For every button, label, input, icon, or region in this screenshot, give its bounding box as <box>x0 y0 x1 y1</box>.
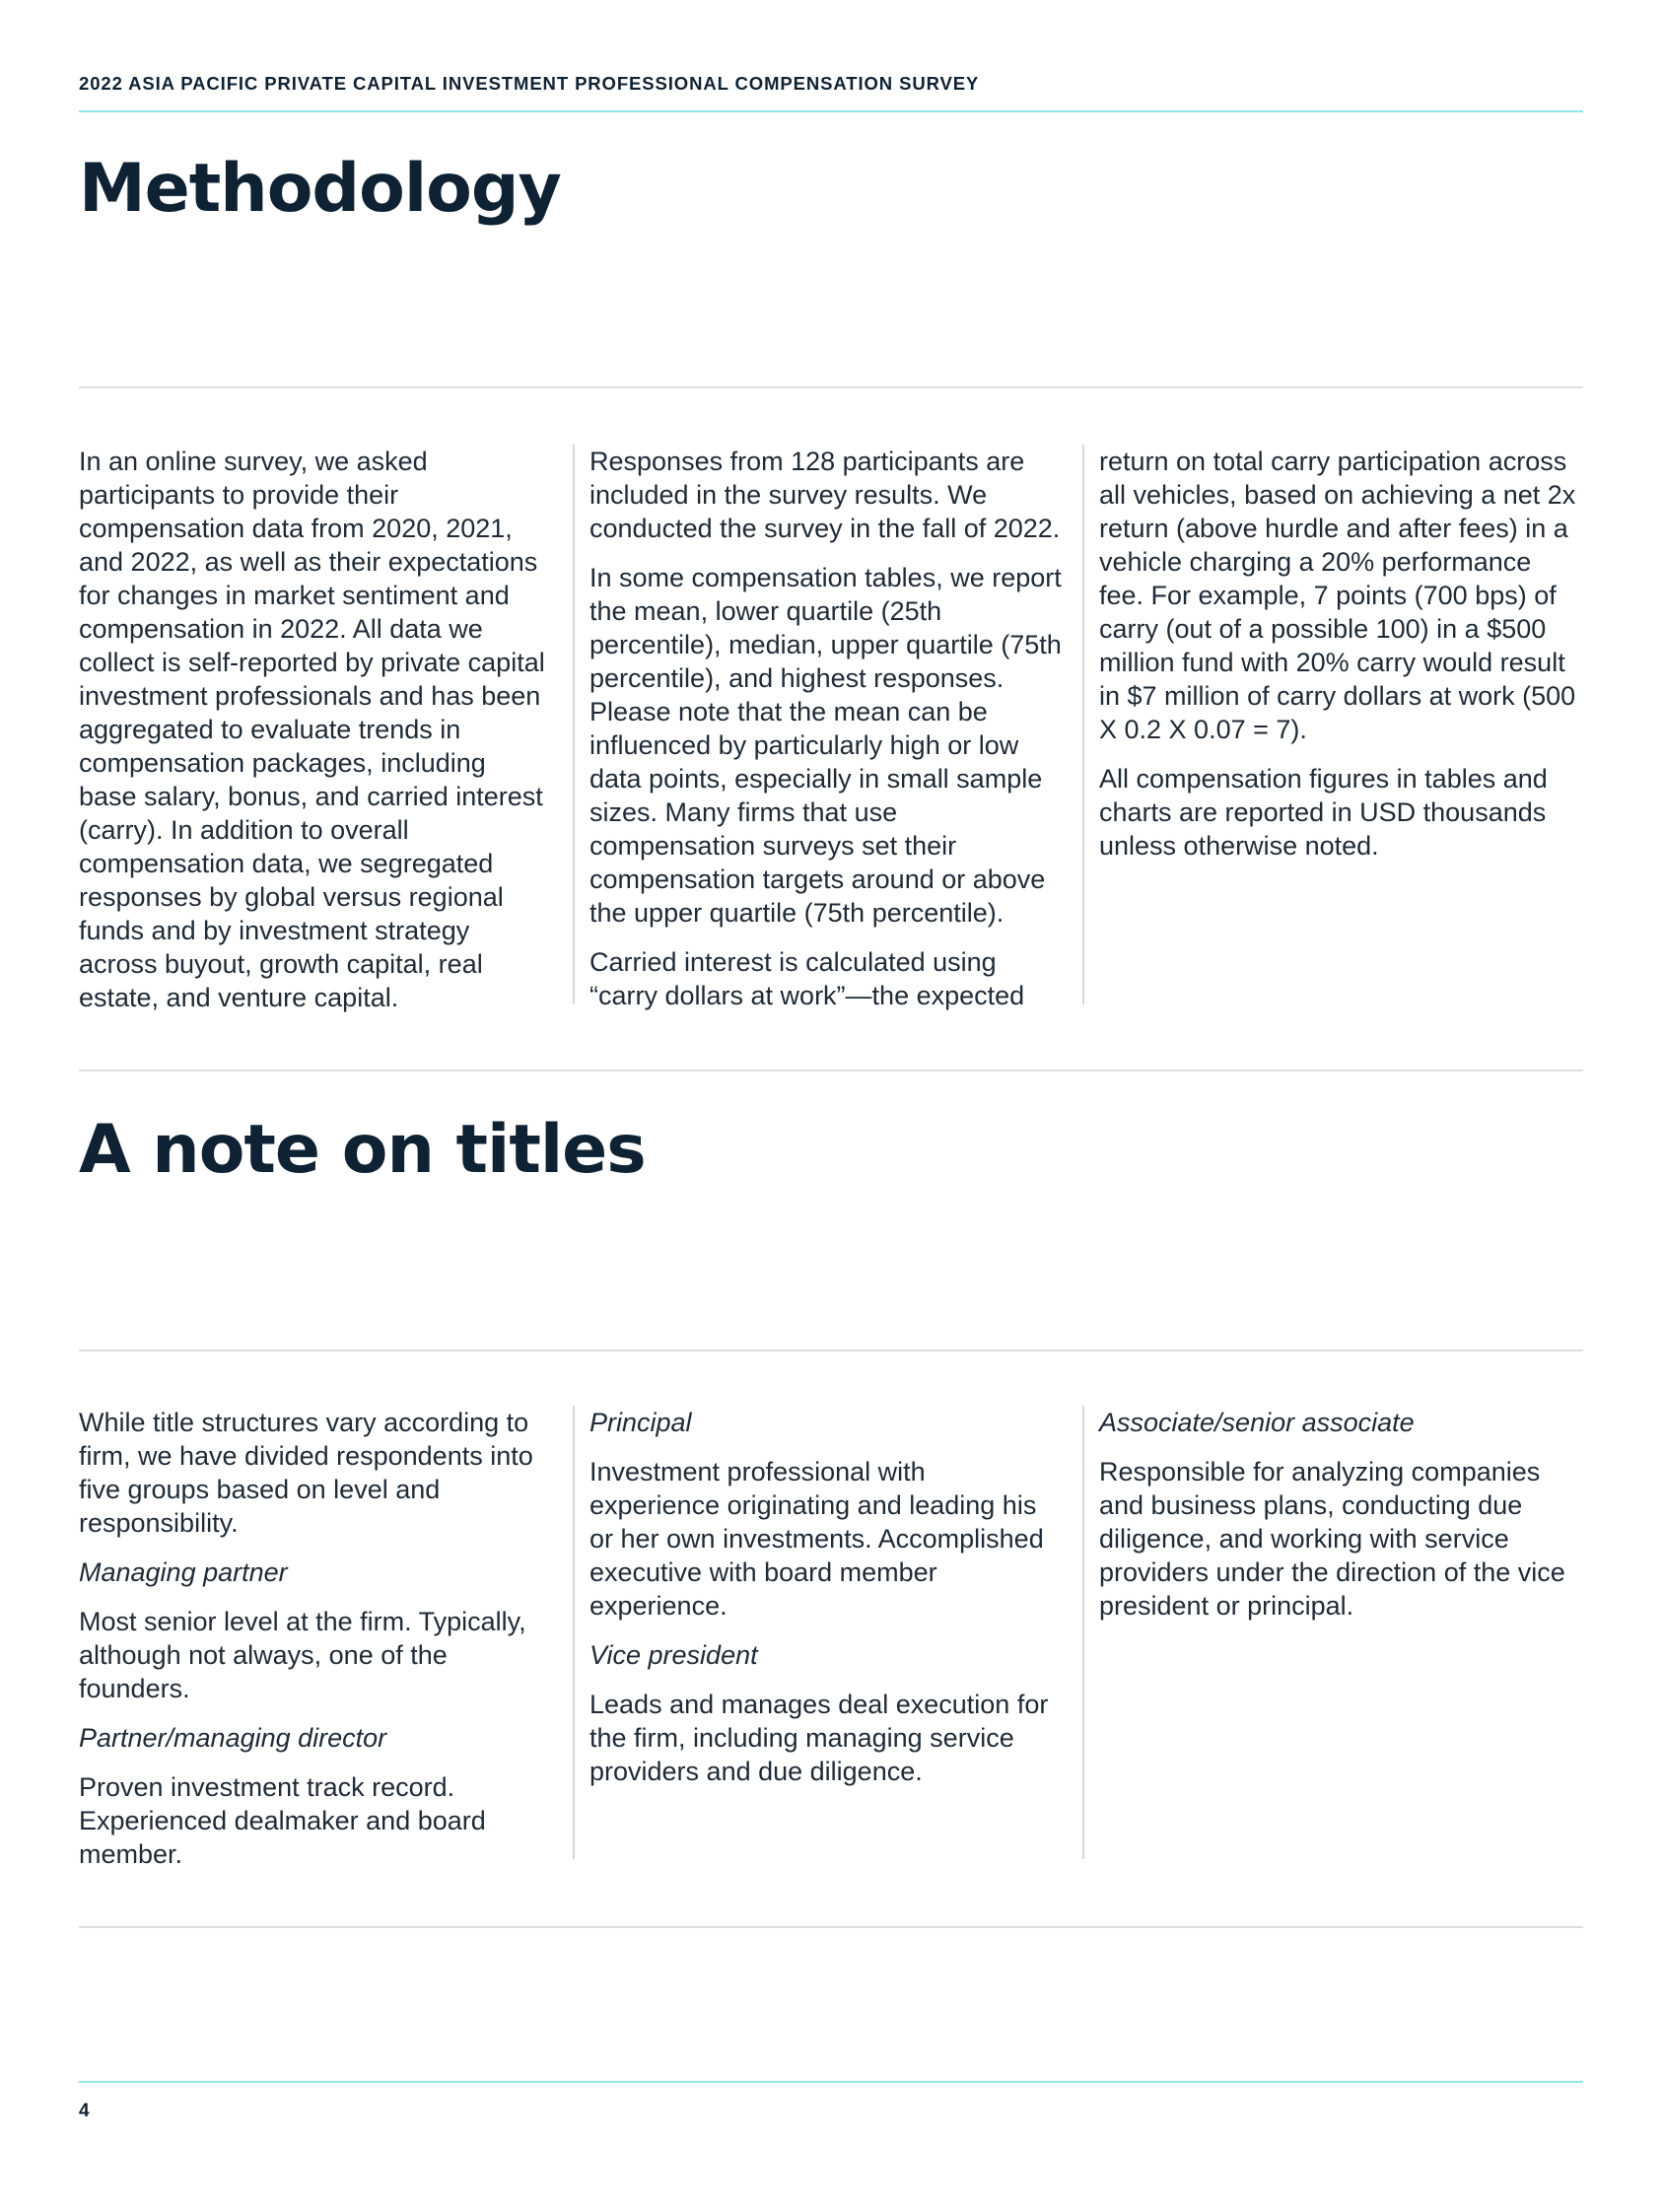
titles-top-divider <box>79 1349 1583 1351</box>
titles-note-title: A note on titles <box>79 1111 646 1189</box>
survey-header: 2022 ASIA PACIFIC PRIVATE CAPITAL INVESTMENT PROFESSIONAL COMPENSATION SURVEY <box>79 73 980 94</box>
principal-heading: Principal <box>589 1408 692 1437</box>
methodology-paragraph: In an online survey, we asked participants to provide their compensation data from 2020, 2021, and 2022, as well as their expectations for changes in market sentiment and compensation in 2022. All data we collect is self-reported by private capital investment professionals and has been aggregated to evaluate trends in compensation packages, including base salary, bonus, and carried interest (carry). In addition to overall compensation data, we segregated responses by global versus regional funds and by investment strategy across buyout, growth capital, real estate, and venture capital. <box>79 447 545 1012</box>
bottom-divider <box>79 1926 1583 1928</box>
methodology-column-3 <box>1082 445 1582 1004</box>
methodology-paragraph: return on total carry participation across all vehicles, based on achieving a net 2x return (above hurdle and after fees) in a vehicle charging a 20% performance fee. For example, 7 points (700 bps) of carry (out of a possible 100) in a $500 million fund with 20% carry would result in $7 million of carry dollars at work (500 X 0.2 X 0.07 = 7). <box>1099 447 1576 744</box>
partner-md-description: Proven investment track record. Experienced dealmaker and board member. <box>79 1772 486 1869</box>
associate-description: Responsible for analyzing companies and business plans, conducting due diligence, and working with service providers under the direction of the vice president or principal. <box>1099 1457 1565 1621</box>
vice-president-heading: Vice president <box>589 1640 758 1670</box>
associate-heading: Associate/senior associate <box>1099 1408 1415 1437</box>
page-number: 4 <box>79 2101 90 2121</box>
titles-column-3 <box>1082 1406 1582 1859</box>
methodology-paragraph: In some compensation tables, we report the mean, lower quartile (25th percentile), median, upper quartile (75th percentile), and highest responses. Please note that the mean can be influenced by particularly high or low data points, especially in small sample sizes. Many firms that use compensation surveys set their compensation targets around or above the upper quartile (75th percentile). <box>589 563 1062 928</box>
titles-column-2 <box>573 1406 1063 1859</box>
partner-md-heading: Partner/managing director <box>79 1723 387 1753</box>
methodology-paragraph: All compensation figures in tables and charts are reported in USD thousands unless otherwise noted. <box>1099 764 1548 861</box>
header-rule <box>79 110 1583 112</box>
methodology-title: Methodology <box>79 150 561 228</box>
principal-description: Investment professional with experience originating and leading his or her own investments. Accomplished executive with board member experience. <box>589 1457 1044 1621</box>
methodology-column-1 <box>79 445 550 1030</box>
methodology-paragraph: Responses from 128 participants are included in the survey results. We conducted the survey in the fall of 2022. <box>589 447 1061 543</box>
managing-partner-heading: Managing partner <box>79 1557 288 1587</box>
vice-president-description: Leads and manages deal execution for the firm, including managing service providers and due diligence. <box>589 1690 1049 1786</box>
titles-column-1 <box>79 1406 550 1887</box>
managing-partner-description: Most senior level at the firm. Typically, although not always, one of the founders. <box>79 1607 526 1703</box>
methodology-column-2 <box>573 445 1063 1010</box>
titles-intro: While title structures vary according to firm, we have divided respondents into five groups based on level and responsibility. <box>79 1408 533 1538</box>
footer-rule <box>79 2081 1583 2083</box>
methodology-top-divider <box>79 386 1583 388</box>
section-divider <box>79 1070 1583 1071</box>
methodology-paragraph: Carried interest is calculated using “carry dollars at work”—the expected <box>589 947 1025 1010</box>
